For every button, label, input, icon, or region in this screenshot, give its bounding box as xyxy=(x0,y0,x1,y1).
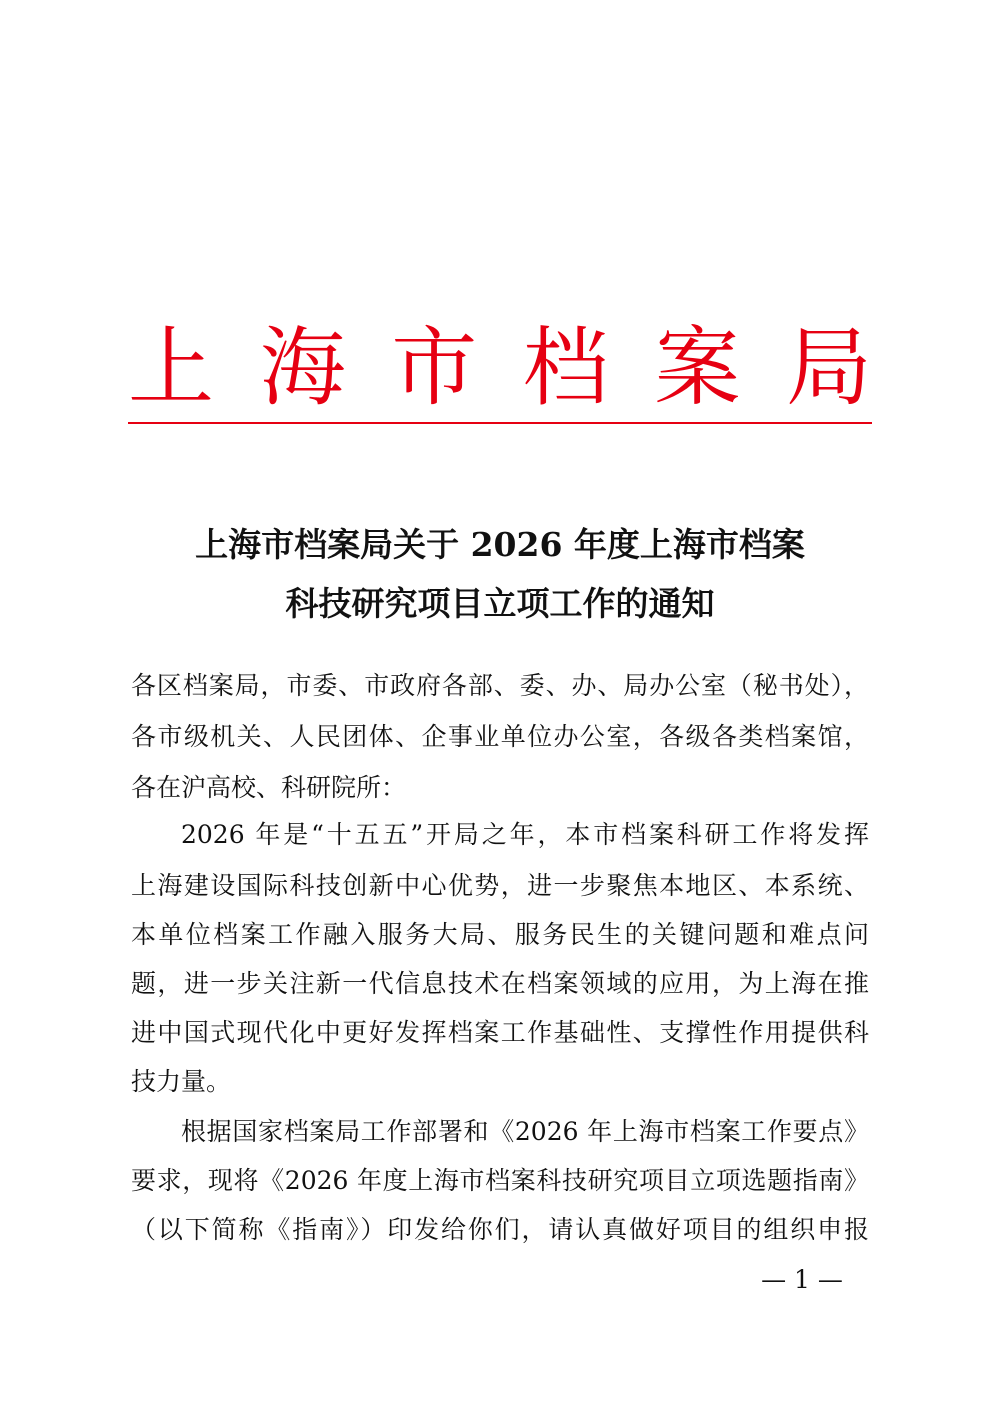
paragraph-line: 题，进一步关注新一代信息技术在档案领域的应用，为上海在推 xyxy=(131,969,869,998)
masthead-char: 案 xyxy=(654,318,741,418)
paragraph-line: 技力量。 xyxy=(131,1067,232,1096)
paragraph-line: 根据国家档案局工作部署和《2026 年上海市档案工作要点》 xyxy=(181,1117,869,1146)
masthead-char: 上 xyxy=(128,318,214,418)
paragraph-line: 2026 年是“十五五”开局之年，本市档案科研工作将发挥 xyxy=(181,820,869,849)
masthead-char: 档 xyxy=(522,318,609,418)
masthead-divider xyxy=(128,422,872,424)
document-title-line: 科技研究项目立项工作的通知 xyxy=(285,584,715,623)
masthead-char: 海 xyxy=(259,318,346,418)
paragraph-line: 要求，现将《2026 年度上海市档案科技研究项目立项选题指南》 xyxy=(131,1166,869,1195)
paragraph-line: 上海建设国际科技创新中心优势，进一步聚焦本地区、本系统、 xyxy=(131,871,869,900)
masthead-char: 市 xyxy=(391,318,478,418)
page-number: — 1 — xyxy=(761,1265,843,1294)
paragraph-line: （以下简称《指南》）印发给你们，请认真做好项目的组织申报 xyxy=(131,1215,869,1244)
addressee-line: 各在沪高校、科研院所： xyxy=(131,773,407,802)
masthead-char: 局 xyxy=(785,318,872,418)
paragraph-line: 本单位档案工作融入服务大局、服务民生的关键问题和难点问 xyxy=(131,920,869,949)
document-title-line: 上海市档案局关于 2026 年度上海市档案 xyxy=(195,525,805,564)
paragraph-line: 进中国式现代化中更好发挥档案工作基础性、支撑性作用提供科 xyxy=(131,1018,869,1047)
addressee-line: 各区档案局，市委、市政府各部、委、办、局办公室（秘书处）， xyxy=(131,671,869,700)
addressee-line: 各市级机关、人民团体、企事业单位办公室，各级各类档案馆， xyxy=(131,722,869,751)
masthead-org-name xyxy=(128,318,872,418)
